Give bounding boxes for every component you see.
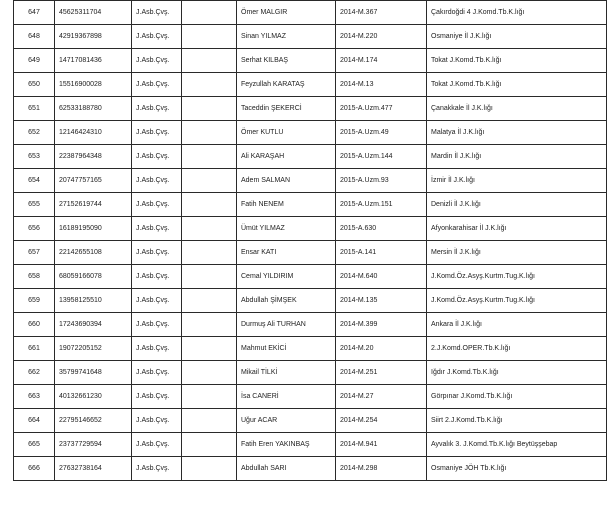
row-number-cell: 663 [14, 385, 55, 409]
registry-number-cell: 2015-A.Uzm.477 [336, 97, 427, 121]
empty-cell [182, 289, 237, 313]
id-number-cell: 19072205152 [55, 337, 132, 361]
empty-cell [182, 217, 237, 241]
registry-number-cell: 2014-M.13 [336, 73, 427, 97]
registry-number-cell: 2015-A.Uzm.151 [336, 193, 427, 217]
rank-cell: J.Asb.Çvş. [132, 361, 182, 385]
rank-cell: J.Asb.Çvş. [132, 241, 182, 265]
unit-cell: Çakırdoğdi 4 J.Komd.Tb.K.lığı [427, 1, 607, 25]
empty-cell [182, 457, 237, 481]
empty-cell [182, 169, 237, 193]
table-row [14, 433, 607, 457]
empty-cell [182, 265, 237, 289]
empty-cell [182, 73, 237, 97]
row-number-cell: 664 [14, 409, 55, 433]
unit-cell: Malatya İl J.K.lığı [427, 121, 607, 145]
unit-cell: Çanakkale İl J.K.lığı [427, 97, 607, 121]
registry-number-cell: 2014-M.135 [336, 289, 427, 313]
rank-cell: J.Asb.Çvş. [132, 25, 182, 49]
id-number-cell: 17243690394 [55, 313, 132, 337]
rank-cell: J.Asb.Çvş. [132, 265, 182, 289]
registry-number-cell: 2014-M.20 [336, 337, 427, 361]
row-number-cell: 652 [14, 121, 55, 145]
row-number-cell: 661 [14, 337, 55, 361]
unit-cell: Görpınar J.Komd.Tb.K.lığı [427, 385, 607, 409]
empty-cell [182, 433, 237, 457]
unit-cell: Ankara İl J.K.lığı [427, 313, 607, 337]
row-number-cell: 666 [14, 457, 55, 481]
unit-cell: J.Komd.Öz.Asyş.Kurtm.Tug.K.lığı [427, 289, 607, 313]
table-row [14, 49, 607, 73]
registry-number-cell: 2014-M.941 [336, 433, 427, 457]
registry-number-cell: 2014-M.640 [336, 265, 427, 289]
id-number-cell: 14717081436 [55, 49, 132, 73]
full-name-cell: Uğur ACAR [237, 409, 336, 433]
empty-cell [182, 385, 237, 409]
empty-cell [182, 1, 237, 25]
row-number-cell: 655 [14, 193, 55, 217]
full-name-cell: Feyzullah KARATAŞ [237, 73, 336, 97]
table-row [14, 265, 607, 289]
id-number-cell: 22795146652 [55, 409, 132, 433]
full-name-cell: Durmuş Ali TURHAN [237, 313, 336, 337]
table-row [14, 337, 607, 361]
unit-cell: Mersin İl J.K.lığı [427, 241, 607, 265]
empty-cell [182, 313, 237, 337]
id-number-cell: 16189195090 [55, 217, 132, 241]
full-name-cell: Ali KARAŞAH [237, 145, 336, 169]
registry-number-cell: 2014-M.251 [336, 361, 427, 385]
table-row [14, 193, 607, 217]
table-row [14, 73, 607, 97]
table-row [14, 409, 607, 433]
empty-cell [182, 337, 237, 361]
full-name-cell: Fatih Eren YAKINBAŞ [237, 433, 336, 457]
table-row [14, 169, 607, 193]
rank-cell: J.Asb.Çvş. [132, 169, 182, 193]
id-number-cell: 45625311704 [55, 1, 132, 25]
registry-number-cell: 2015-A.Uzm.93 [336, 169, 427, 193]
unit-cell: Mardin İl J.K.lığı [427, 145, 607, 169]
full-name-cell: Sinan YILMAZ [237, 25, 336, 49]
unit-cell: Denizli İl J.K.lığı [427, 193, 607, 217]
id-number-cell: 22142655108 [55, 241, 132, 265]
table-row [14, 457, 607, 481]
id-number-cell: 15516900028 [55, 73, 132, 97]
registry-number-cell: 2014-M.254 [336, 409, 427, 433]
personnel-table-body [14, 1, 607, 481]
rank-cell: J.Asb.Çvş. [132, 337, 182, 361]
id-number-cell: 40132661230 [55, 385, 132, 409]
unit-cell: Siirt 2.J.Komd.Tb.K.lığı [427, 409, 607, 433]
rank-cell: J.Asb.Çvş. [132, 73, 182, 97]
registry-number-cell: 2014-M.298 [336, 457, 427, 481]
full-name-cell: İsa CANERİ [237, 385, 336, 409]
registry-number-cell: 2015-A.Uzm.49 [336, 121, 427, 145]
full-name-cell: Taceddin ŞEKERCİ [237, 97, 336, 121]
rank-cell: J.Asb.Çvş. [132, 193, 182, 217]
personnel-table [13, 0, 607, 481]
row-number-cell: 665 [14, 433, 55, 457]
full-name-cell: Ömer MALGIR [237, 1, 336, 25]
row-number-cell: 650 [14, 73, 55, 97]
id-number-cell: 68059166078 [55, 265, 132, 289]
document-page [13, 0, 606, 481]
id-number-cell: 13958125510 [55, 289, 132, 313]
empty-cell [182, 361, 237, 385]
unit-cell: Osmaniye İl J.K.lığı [427, 25, 607, 49]
rank-cell: J.Asb.Çvş. [132, 1, 182, 25]
id-number-cell: 42919367898 [55, 25, 132, 49]
row-number-cell: 659 [14, 289, 55, 313]
row-number-cell: 653 [14, 145, 55, 169]
unit-cell: Osmaniye JÖH Tb.K.lığı [427, 457, 607, 481]
row-number-cell: 647 [14, 1, 55, 25]
table-row [14, 241, 607, 265]
unit-cell: Tokat J.Komd.Tb.K.lığı [427, 49, 607, 73]
row-number-cell: 654 [14, 169, 55, 193]
id-number-cell: 12146424310 [55, 121, 132, 145]
unit-cell: J.Komd.Öz.Asyş.Kurtm.Tug.K.lığı [427, 265, 607, 289]
empty-cell [182, 49, 237, 73]
registry-number-cell: 2015-A.630 [336, 217, 427, 241]
full-name-cell: Ensar KATI [237, 241, 336, 265]
table-row [14, 25, 607, 49]
unit-cell: 2.J.Komd.OPER.Tb.K.lığı [427, 337, 607, 361]
rank-cell: J.Asb.Çvş. [132, 49, 182, 73]
registry-number-cell: 2015-A.Uzm.144 [336, 145, 427, 169]
full-name-cell: Abdullah ŞİMŞEK [237, 289, 336, 313]
rank-cell: J.Asb.Çvş. [132, 385, 182, 409]
id-number-cell: 27152619744 [55, 193, 132, 217]
registry-number-cell: 2014-M.174 [336, 49, 427, 73]
registry-number-cell: 2014-M.220 [336, 25, 427, 49]
row-number-cell: 662 [14, 361, 55, 385]
table-row [14, 361, 607, 385]
row-number-cell: 648 [14, 25, 55, 49]
unit-cell: Iğdır J.Komd.Tb.K.lığı [427, 361, 607, 385]
row-number-cell: 660 [14, 313, 55, 337]
registry-number-cell: 2014-M.399 [336, 313, 427, 337]
empty-cell [182, 241, 237, 265]
table-row [14, 313, 607, 337]
full-name-cell: Fatih NENEM [237, 193, 336, 217]
full-name-cell: Adem SALMAN [237, 169, 336, 193]
table-row [14, 1, 607, 25]
empty-cell [182, 409, 237, 433]
full-name-cell: Serhat KILBAŞ [237, 49, 336, 73]
registry-number-cell: 2015-A.141 [336, 241, 427, 265]
rank-cell: J.Asb.Çvş. [132, 217, 182, 241]
empty-cell [182, 97, 237, 121]
table-row [14, 217, 607, 241]
row-number-cell: 657 [14, 241, 55, 265]
empty-cell [182, 25, 237, 49]
id-number-cell: 20747757165 [55, 169, 132, 193]
empty-cell [182, 145, 237, 169]
unit-cell: Tokat J.Komd.Tb.K.lığı [427, 73, 607, 97]
table-row [14, 145, 607, 169]
id-number-cell: 35799741648 [55, 361, 132, 385]
rank-cell: J.Asb.Çvş. [132, 457, 182, 481]
full-name-cell: Mahmut EKİCİ [237, 337, 336, 361]
row-number-cell: 656 [14, 217, 55, 241]
table-row [14, 121, 607, 145]
row-number-cell: 658 [14, 265, 55, 289]
rank-cell: J.Asb.Çvş. [132, 313, 182, 337]
id-number-cell: 22387964348 [55, 145, 132, 169]
registry-number-cell: 2014-M.27 [336, 385, 427, 409]
full-name-cell: Abdullah SARI [237, 457, 336, 481]
row-number-cell: 649 [14, 49, 55, 73]
unit-cell: İzmir İl J.K.lığı [427, 169, 607, 193]
full-name-cell: Ümüt YILMAZ [237, 217, 336, 241]
rank-cell: J.Asb.Çvş. [132, 289, 182, 313]
full-name-cell: Mikail TİLKİ [237, 361, 336, 385]
id-number-cell: 62533188780 [55, 97, 132, 121]
table-row [14, 385, 607, 409]
full-name-cell: Ömer KUTLU [237, 121, 336, 145]
table-row [14, 289, 607, 313]
unit-cell: Afyonkarahisar İl J.K.lığı [427, 217, 607, 241]
id-number-cell: 27632738164 [55, 457, 132, 481]
rank-cell: J.Asb.Çvş. [132, 121, 182, 145]
empty-cell [182, 193, 237, 217]
empty-cell [182, 121, 237, 145]
rank-cell: J.Asb.Çvş. [132, 145, 182, 169]
rank-cell: J.Asb.Çvş. [132, 433, 182, 457]
table-row [14, 97, 607, 121]
rank-cell: J.Asb.Çvş. [132, 409, 182, 433]
rank-cell: J.Asb.Çvş. [132, 97, 182, 121]
row-number-cell: 651 [14, 97, 55, 121]
full-name-cell: Cemal YILDIRIM [237, 265, 336, 289]
id-number-cell: 23737729594 [55, 433, 132, 457]
unit-cell: Ayvalık 3. J.Komd.Tb.K.lığı Beytüşşebap [427, 433, 607, 457]
registry-number-cell: 2014-M.367 [336, 1, 427, 25]
